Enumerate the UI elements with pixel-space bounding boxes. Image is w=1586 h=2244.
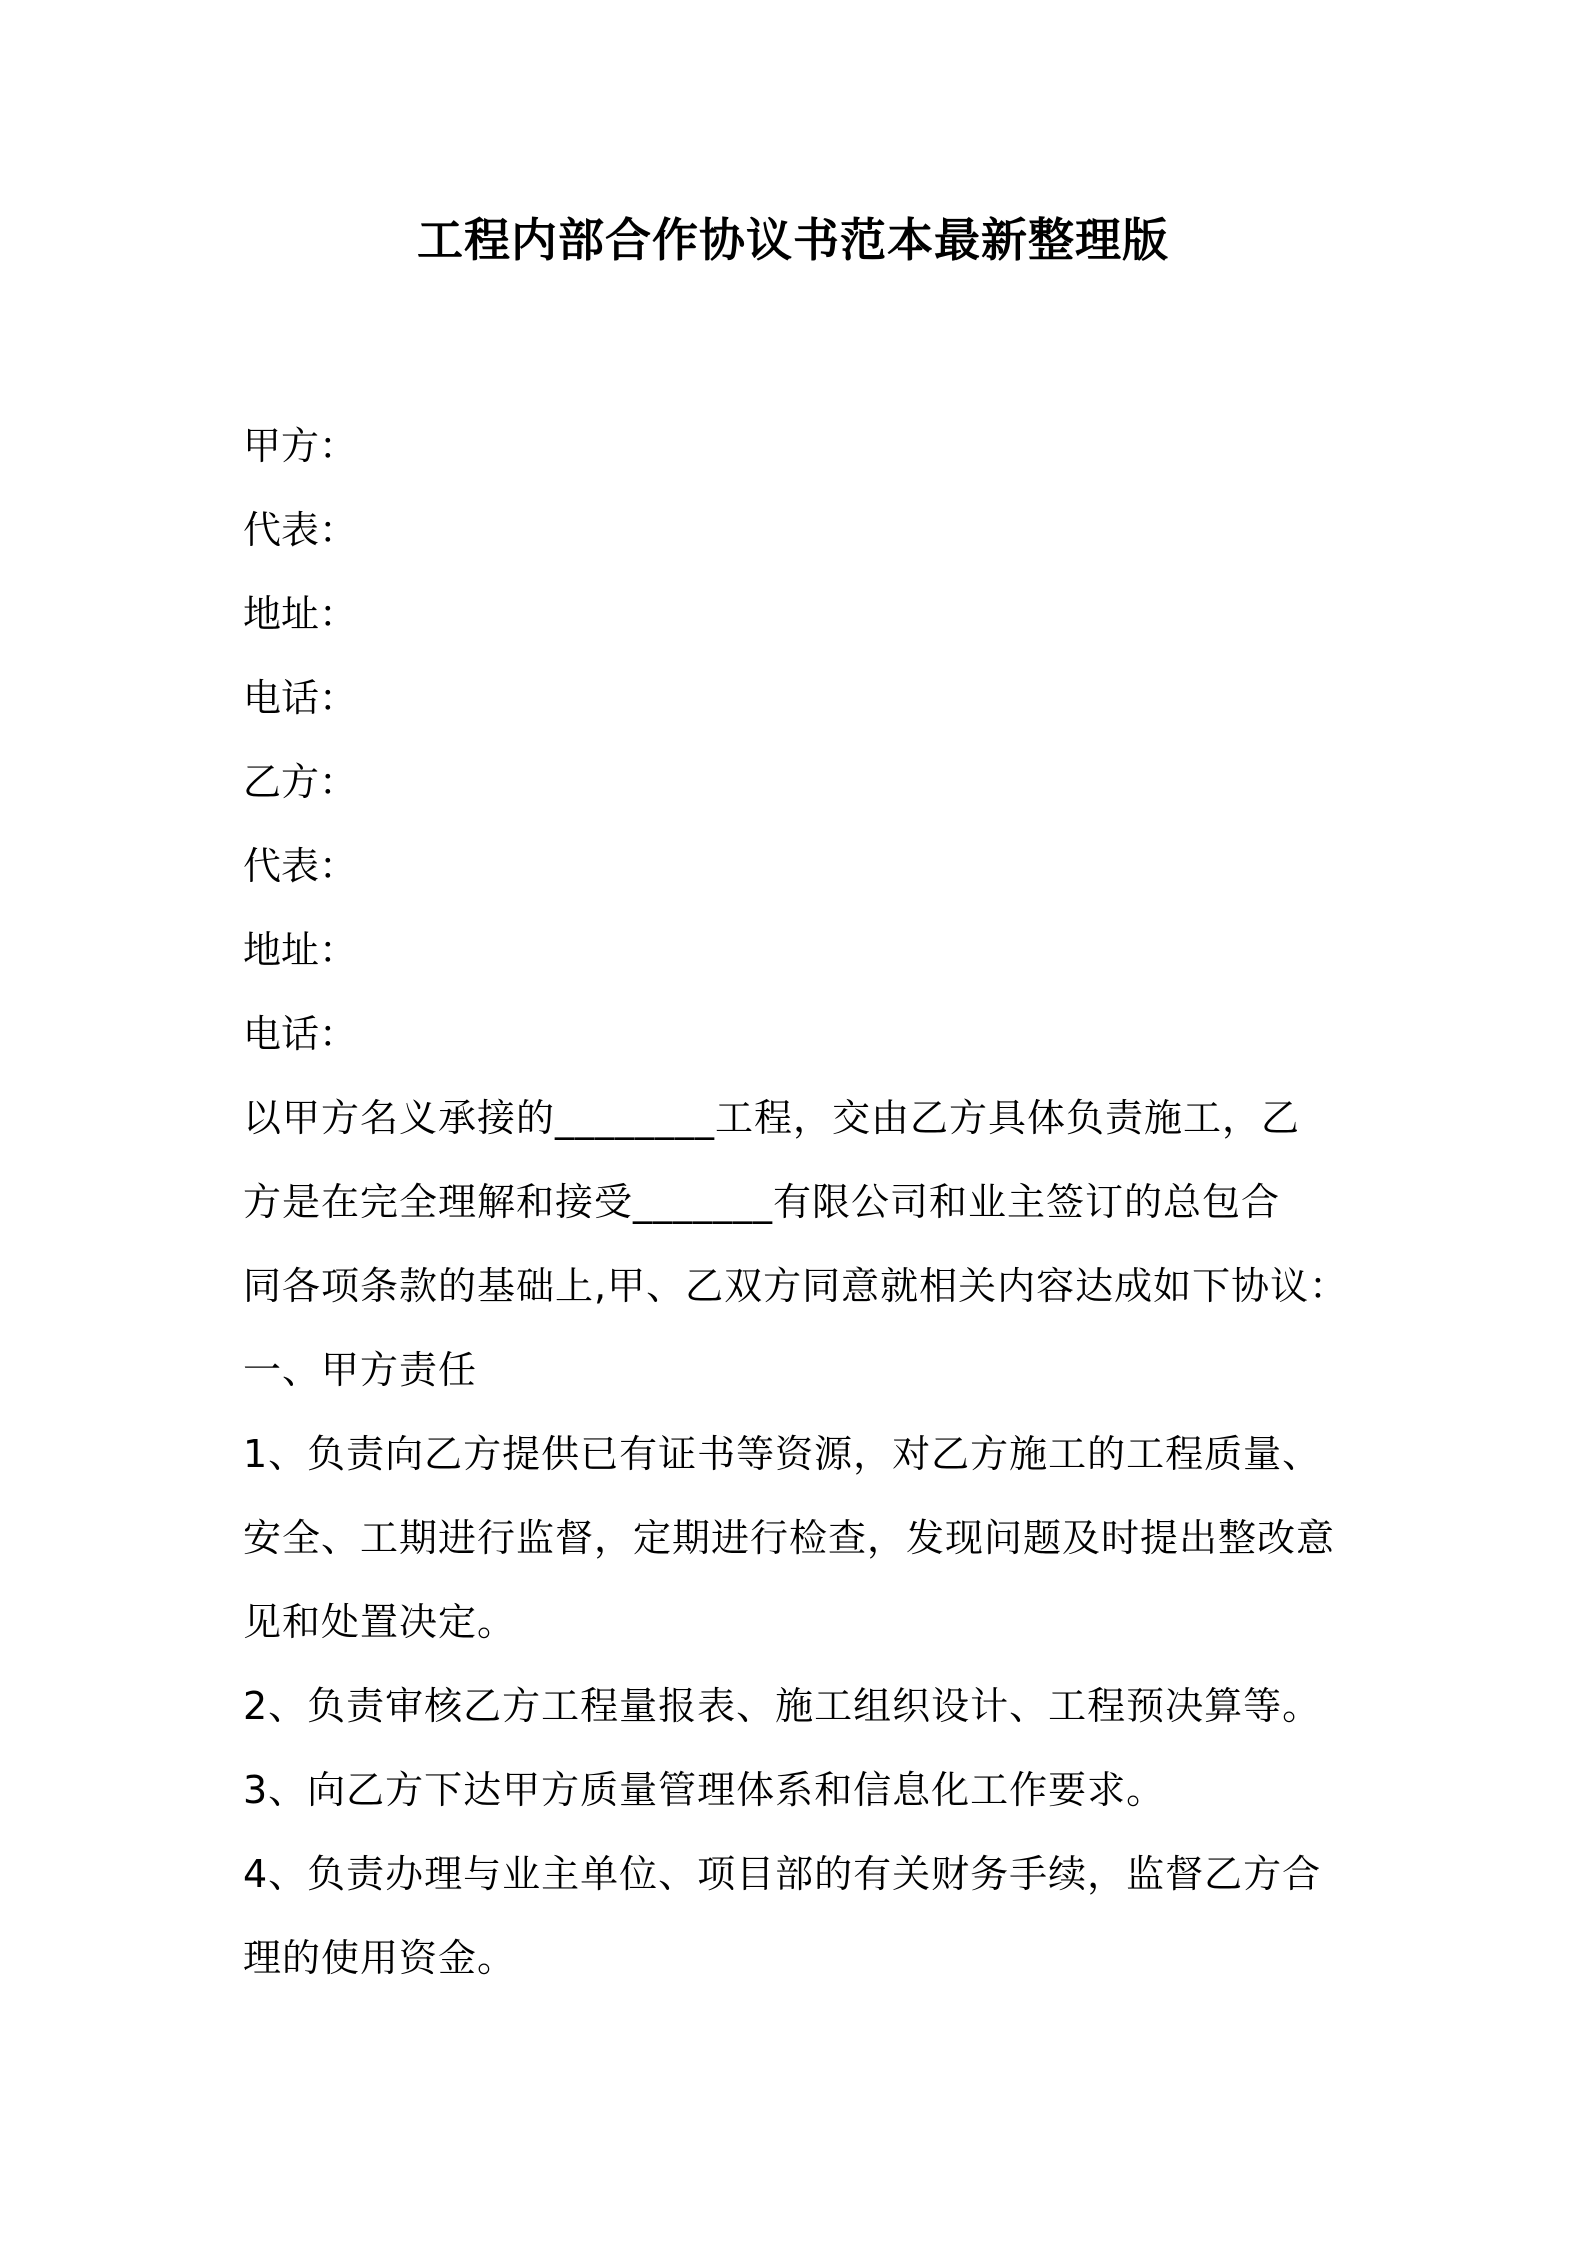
clause-1-line: 见和处置决定。: [243, 1600, 517, 1644]
party-a-representative: 代表：: [243, 508, 358, 552]
party-b-label: 乙方：: [243, 760, 358, 804]
section-heading: 一、甲方责任: [243, 1348, 478, 1392]
party-a-address: 地址：: [243, 592, 358, 636]
clause-2: 2、负责审核乙方工程量报表、施工组织设计、工程预决算等。: [243, 1684, 1322, 1728]
party-b-representative: 代表：: [243, 844, 358, 888]
document-title: 工程内部合作协议书范本最新整理版: [417, 213, 1169, 267]
clause-4-line: 理的使用资金。: [243, 1936, 517, 1980]
clause-1-line: 1、负责向乙方提供已有证书等资源，对乙方施工的工程质量、: [243, 1432, 1322, 1476]
party-b-address: 地址：: [243, 928, 358, 972]
intro-line: 方是在完全理解和接受_______有限公司和业主签订的总包合: [243, 1180, 1281, 1224]
party-a-label: 甲方：: [243, 424, 358, 468]
clause-1-line: 安全、工期进行监督，定期进行检查，发现问题及时提出整改意: [243, 1516, 1336, 1560]
party-a-phone: 电话：: [243, 676, 358, 720]
party-b-phone: 电话：: [243, 1012, 358, 1056]
document-body: [243, 404, 1363, 2000]
clause-4-line: 4、负责办理与业主单位、项目部的有关财务手续，监督乙方合: [243, 1852, 1322, 1896]
intro-line: 同各项条款的基础上,甲、乙双方同意就相关内容达成如下协议：: [243, 1264, 1349, 1308]
intro-line: 以甲方名义承接的________工程，交由乙方具体负责施工，乙: [243, 1096, 1301, 1140]
clause-3: 3、向乙方下达甲方质量管理体系和信息化工作要求。: [243, 1768, 1166, 1812]
